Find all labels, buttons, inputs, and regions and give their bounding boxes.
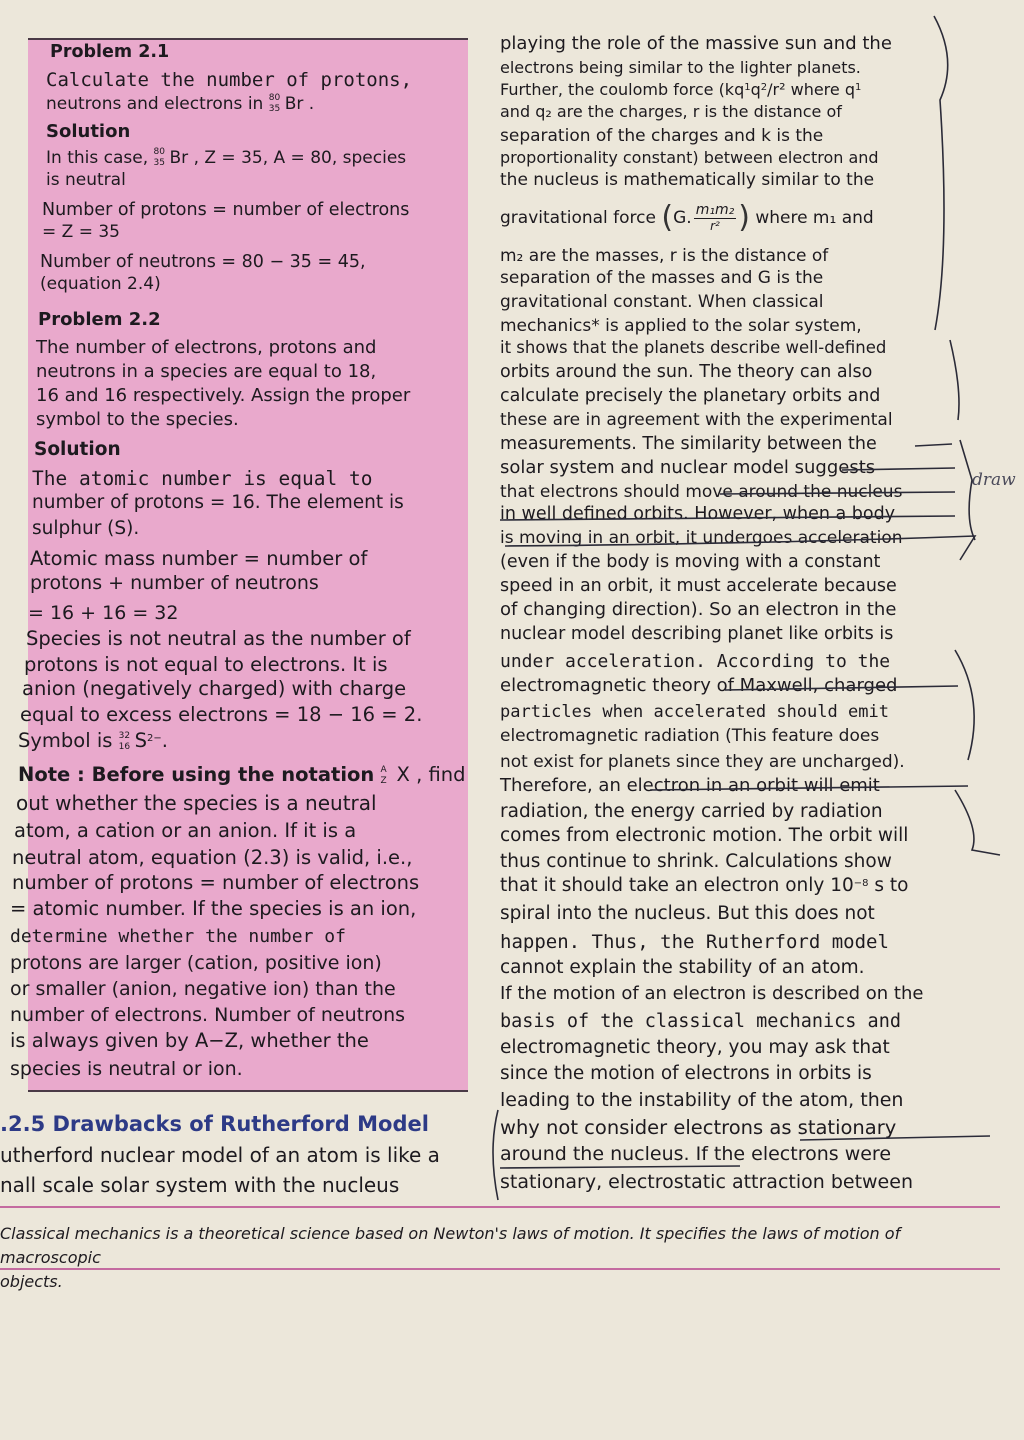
solution-line: number of protons = 16. The element is [32,492,404,513]
body-line: basis of the classical mechanics and [500,1011,901,1032]
pen-underline [500,516,955,520]
body-line: that it should take an electron only $10^{-8}$ s to [500,875,909,896]
solution-line: protons + number of neutrons [30,572,319,594]
body-line: separation of the charges and k is the [500,126,824,146]
body-line: particles when accelerated should emit [500,702,889,722]
note-line: species is neutral or ion. [10,1058,243,1080]
body-line: that electrons should move around the nucleus [500,482,903,502]
solution-heading: Solution [46,121,131,142]
body-line: comes from electronic motion. The orbit will [500,825,909,846]
pen-bracket [505,536,975,560]
problem-2-2-text: neutrons in a species are equal to 18, [36,361,377,382]
footnote-rule [0,1206,1000,1208]
problem-2-2-text: symbol to the species. [36,409,239,430]
body-line: playing the role of the massive sun and the [500,33,892,54]
body-line: gravitational constant. When classical [500,292,824,312]
footnote-line: Classical mechanics is a theoretical science based on Newton's laws of motion. It specifies the laws of motion of macroscopic [0,1224,901,1267]
note-line: atom, a cation or an anion. If it is a [14,819,357,842]
pen-bracket [960,440,975,540]
note-line: out whether the species is a neutral [16,791,377,815]
body-line: Further, the coulomb force ($kq^1q^2/r^2$ where $q^1$ [500,80,862,99]
symbol-line: Symbol is 32 16 $S^{2-}$. [18,729,168,752]
footnote [0,1222,1000,1294]
note-line: number of electrons. Number of neutrons [10,1004,406,1026]
solution-line: anion (negatively charged) with charge [22,677,407,700]
solution-line: = Z = 35 [42,222,120,242]
pen-bracket [955,790,1000,855]
problem-2-2-text: 16 and 16 respectively. Assign the proper [36,385,411,406]
pen-bracket [950,340,959,420]
section-heading: .2.5 Drawbacks of Rutherford Model [0,1112,429,1136]
footnote-line: objects. [0,1272,63,1291]
pen-bracket [934,16,948,330]
problem-2-2-heading: Problem 2.2 [38,309,161,330]
pen-underline [650,786,968,790]
problem-2-1-text: Calculate the number of protons, [46,69,413,91]
body-line: speed in an orbit, it must accelerate because [500,576,897,596]
pen-bracket [955,650,974,760]
problem-2-2-text: The number of electrons, protons and [36,337,377,358]
body-line: thus continue to shrink. Calculations show [500,851,892,872]
pen-underline [915,444,952,446]
body-line: these are in agreement with the experimental [500,410,893,430]
body-line: orbits around the sun. The theory can also [500,362,873,382]
body-line: in well defined orbits. However, when a body [500,504,896,524]
solution-line: Atomic mass number = number of [30,547,368,570]
body-line: and q₂ are the charges, r is the distance of [500,102,842,121]
solution-line: protons is not equal to electrons. It is [24,653,388,676]
body-line: separation of the masses and G is the [500,268,824,288]
note-line: Note : Before using the notation A Z X , find [18,763,466,786]
body-line: electromagnetic radiation (This feature does [500,726,880,746]
body-line: If the motion of an electron is described on the [500,983,924,1004]
problem-2-1-heading: Problem 2.1 [50,42,170,62]
body-line: measurements. The similarity between the [500,434,877,454]
problem-2-1-text: neutrons and electrons in 80 35 Br . [46,93,315,114]
solution-line: is neutral [46,170,126,190]
solution-line: In this case, 80 35 Br , Z = 35, A = 80, species [46,147,407,168]
body-line: the nucleus is mathematically similar to the [500,170,875,190]
pen-underline [842,468,955,470]
body-line: happen. Thus, the Rutherford model [500,931,889,953]
solution-line: Species is not neutral as the number of [26,627,411,650]
solution-line: = 16 + 16 = 32 [28,602,179,624]
section-text: nall scale solar system with the nucleus [0,1173,400,1197]
body-line: why not consider electrons as stationary [500,1116,897,1139]
body-line: around the nucleus. If the electrons were [500,1143,892,1165]
note-line: number of protons = number of electrons [12,871,420,894]
body-line: stationary, electrostatic attraction between [500,1171,913,1193]
body-line: electromagnetic theory of Maxwell, charged [500,675,898,696]
body-line: radiation, the energy carried by radiation [500,801,883,822]
body-line: leading to the instability of the atom, then [500,1089,904,1111]
pen-underline [720,492,955,494]
solution-line: The atomic number is equal to [32,467,373,490]
note-line: neutral atom, equation (2.3) is valid, i.e., [12,846,413,869]
solution-line: (equation 2.4) [40,274,161,294]
solution-line: equal to excess electrons = 18 − 16 = 2. [20,703,423,726]
solution-line: Number of protons = number of electrons [42,200,410,220]
pen-underline [725,686,958,690]
pen-bracket [493,1110,498,1200]
solution-line: Number of neutrons = 80 − 35 = 45, [40,252,366,272]
body-line: cannot explain the stability of an atom. [500,957,865,978]
body-line: nuclear model describing planet like orbits is [500,624,894,644]
note-line: determine whether the number of [10,926,346,947]
body-line: Therefore, an electron in an orbit will emit [500,775,880,796]
body-line: gravitational force (G. $\frac{\text{m₁m₂}}{\text{r²}}$ ) where m₁ and [500,200,874,235]
note-line: is always given by A−Z, whether the [10,1029,369,1052]
body-line: under acceleration. According to the [500,651,891,672]
body-line: proportionality constant) between electron and [500,148,879,167]
body-line: not exist for planets since they are uncharged). [500,752,905,772]
body-line: m₂ are the masses, r is the distance of [500,246,829,266]
body-line: spiral into the nucleus. But this does not [500,903,875,924]
note-line: = atomic number. If the species is an ion, [10,897,417,920]
handwritten-margin-note: draw [972,470,1016,490]
solution-heading: Solution [34,439,121,460]
body-line: calculate precisely the planetary orbits and [500,386,881,406]
solution-line: sulphur (S). [32,518,140,539]
pen-underline [800,1136,990,1140]
pen-underline [500,1166,740,1168]
note-line: or smaller (anion, negative ion) than the [10,978,396,1000]
body-line: of changing direction). So an electron in the [500,599,897,620]
body-line: it shows that the planets describe well-defined [500,338,887,357]
body-line: mechanics* is applied to the solar system, [500,316,862,336]
footnote-rule [0,1268,1000,1270]
body-line: is moving in an orbit, it undergoes acceleration [500,528,903,548]
body-line: electrons being similar to the lighter planets. [500,58,861,77]
section-text: utherford nuclear model of an atom is like a [0,1143,440,1167]
note-line: protons are larger (cation, positive ion) [10,952,382,974]
body-line: electromagnetic theory, you may ask that [500,1037,890,1058]
body-line: since the motion of electrons in orbits is [500,1063,872,1084]
body-line: (even if the body is moving with a constant [500,552,881,572]
body-line: solar system and nuclear model suggests [500,457,876,478]
